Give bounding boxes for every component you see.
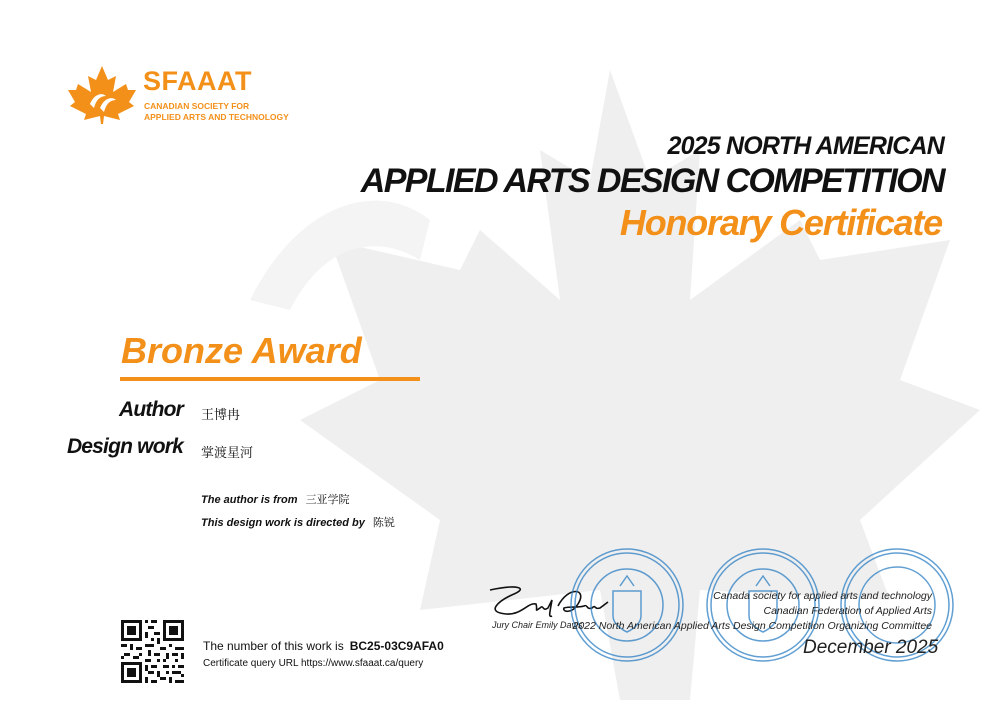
- author-origin-label: The author is from: [201, 494, 298, 506]
- org-line1: Canada society for applied arts and technology: [713, 590, 932, 602]
- author-origin: [201, 491, 350, 507]
- logo-subtitle-line1: CANADIAN SOCIETY FOR: [144, 101, 250, 111]
- heading-line1: 2025 NORTH AMERICAN: [667, 132, 944, 160]
- seal-stamp-icon: [568, 546, 686, 664]
- jury-chair: Jury Chair Emily Davis: [492, 620, 583, 630]
- org-line3: 2022 North American Applied Arts Design Competition Organizing Committee: [572, 620, 932, 632]
- director-value: 陈锐: [372, 517, 395, 529]
- logo-subtitle-line2: APPLIED ARTS AND TECHNOLOGY: [144, 112, 289, 122]
- design-work-label: Design work: [66, 435, 183, 458]
- logo-name: SFAAAT: [143, 66, 252, 96]
- director-label: This design work is directed by: [201, 517, 365, 529]
- issue-date: December 2025: [803, 637, 939, 658]
- author-value: 王博冉: [201, 407, 241, 422]
- work-number-label: The number of this work is: [203, 639, 344, 653]
- logo-subtitle: [144, 101, 289, 123]
- maple-leaf-icon: [66, 64, 138, 124]
- award-underline: [120, 377, 420, 381]
- author-origin-value: 三亚学院: [305, 494, 350, 506]
- author-label: Author: [118, 398, 183, 421]
- director-note: [201, 514, 395, 530]
- qr-code-icon: [121, 620, 184, 683]
- certificate-title: Honorary Certificate: [619, 202, 942, 243]
- heading-line2: APPLIED ARTS DESIGN COMPETITION: [360, 162, 944, 200]
- certificate-query-url: Certificate query URL https://www.sfaaat.ca/query: [203, 658, 424, 669]
- work-number: [203, 639, 444, 653]
- award-title: Bronze Award: [121, 330, 362, 371]
- work-number-value: BC25-03C9AFA0: [349, 639, 444, 653]
- org-line2: Canadian Federation of Applied Arts: [763, 605, 932, 617]
- design-work-value: 掌渡星河: [201, 445, 254, 460]
